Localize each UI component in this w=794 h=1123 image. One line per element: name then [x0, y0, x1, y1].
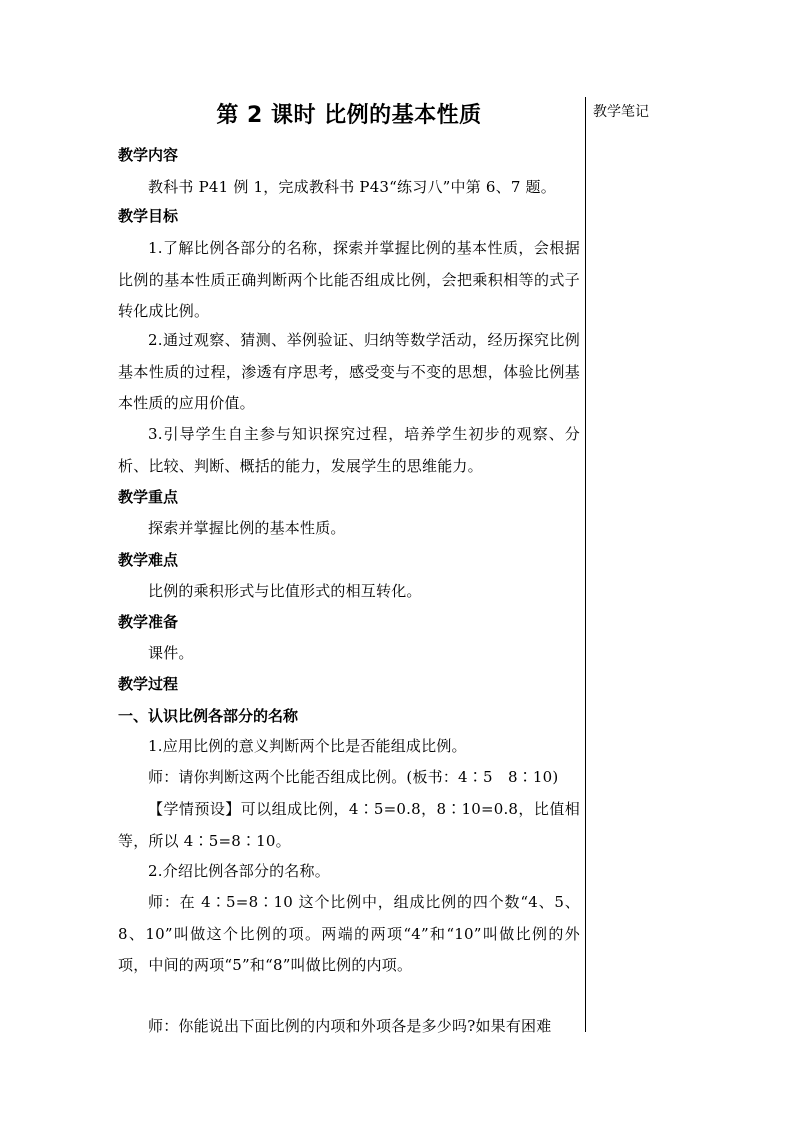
preparation-text: 课件。 [148, 644, 194, 662]
part-1-heading: 一、认识比例各部分的名称 [118, 707, 299, 725]
margin-divider-line [585, 97, 586, 1032]
page-title: 第 2 课时 比例的基本性质 [216, 103, 482, 128]
teacher-question-2: 师：你能说出下面比例的内项和外项各是多少吗?如果有困难 [148, 1017, 552, 1035]
goal-3: 3.引导学生自主参与知识探究过程，培养学生初步的观察、分析、比较、判断、概括的能力，发展学生的思维能力。 [118, 425, 580, 475]
teacher-question-1: 师：请你判断这两个比能否组成比例。(板书：4∶5 8∶10) [148, 768, 559, 786]
goal-2: 2.通过观察、猜测、举例验证、归纳等数学活动，经历探究比例基本性质的过程，渗透有序思考，感受变与不变的思想，体验比例基本性质的应用价值。 [118, 331, 580, 412]
step-2-text: 2.介绍比例各部分的名称。 [148, 862, 330, 880]
goal-1: 1.了解比例各部分的名称，探索并掌握比例的基本性质，会根据比例的基本性质正确判断两个比能否组成比例，会把乘积相等的式子转化成比例。 [118, 239, 580, 320]
key-point-heading: 教学重点 [118, 488, 179, 506]
preparation-heading: 教学准备 [118, 613, 179, 631]
content-heading: 教学内容 [118, 146, 179, 164]
key-point-text: 探索并掌握比例的基本性质。 [148, 519, 346, 537]
process-heading: 教学过程 [118, 675, 179, 693]
difficulty-text: 比例的乘积形式与比值形式的相互转化。 [148, 582, 422, 600]
teacher-explanation: 师：在 4∶5=8∶10 这个比例中，组成比例的四个数“4、5、8、10”叫做这个比例的项。两端的两项“4”和“10”叫做比例的外项，中间的两项“5”和“8”叫做比例的内项。 [118, 893, 580, 974]
difficulty-heading: 教学难点 [118, 551, 179, 569]
step-1-text: 1.应用比例的意义判断两个比是否能组成比例。 [148, 737, 467, 755]
goals-heading: 教学目标 [118, 207, 179, 225]
teaching-notes-label: 教学笔记 [593, 104, 649, 120]
student-preset-answer: 【学情预设】可以组成比例，4∶5=0.8，8∶10=0.8，比值相等，所以 4∶5=8∶10。 [118, 800, 580, 850]
content-text: 教科书 P41 例 1，完成教科书 P43“练习八”中第 6、7 题。 [148, 178, 556, 196]
